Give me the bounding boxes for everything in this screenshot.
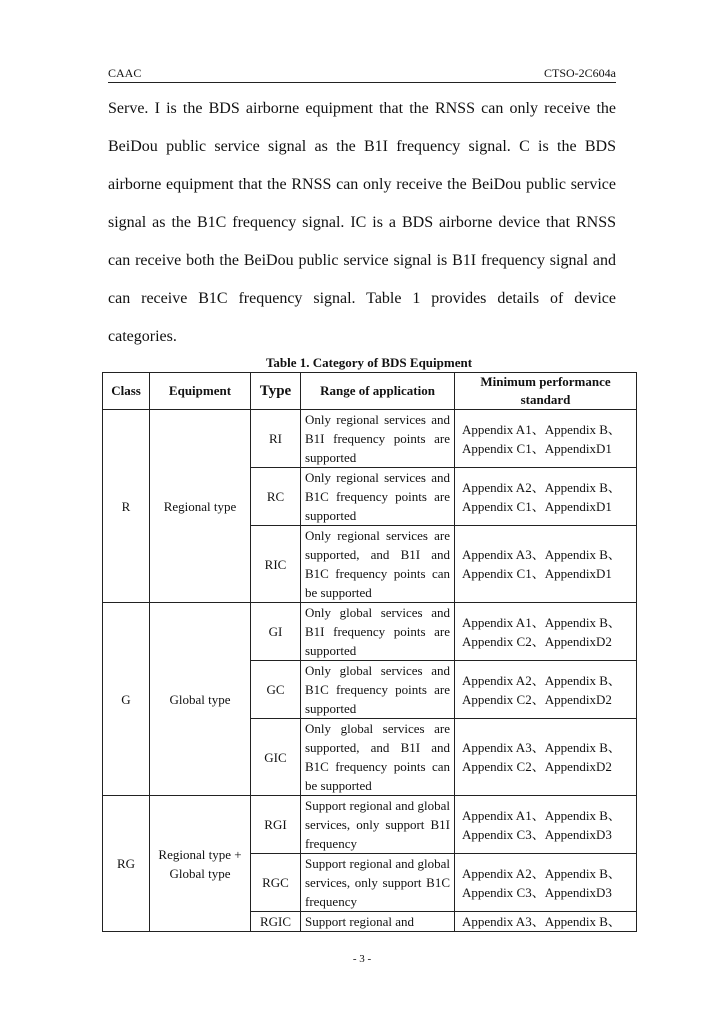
type-cell: GI (251, 603, 301, 661)
type-cell: RGI (251, 796, 301, 854)
standard-cell: Appendix A2、Appendix B、Appendix C2、AppendixD2 (455, 661, 637, 719)
range-cell: Only regional services are supported, and B1I and B1C frequency points can be supported (301, 526, 455, 603)
type-cell: RI (251, 410, 301, 468)
type-cell: GC (251, 661, 301, 719)
class-cell: R (103, 410, 150, 603)
equipment-cell: Global type (150, 603, 251, 796)
header-standard: Minimum performance standard (455, 373, 637, 410)
standard-cell: Appendix A1、Appendix B、Appendix C2、AppendixD2 (455, 603, 637, 661)
body-paragraph: Serve. I is the BDS airborne equipment that the RNSS can only receive the BeiDou public service signal as the B1I frequency signal. C is the BDS airborne equipment that the RNSS can only receive the BeiDou public service signal as the B1C frequency signal. IC is a BDS airborne device that RNSS can receive both the BeiDou public service signal is B1I frequency signal and can receive B1C frequency signal. Table 1 provides details of device categories. (108, 100, 616, 345)
range-cell: Support regional and (301, 912, 455, 932)
category-table (102, 372, 637, 932)
class-cell: RG (103, 796, 150, 932)
standard-cell: Appendix A1、Appendix B、Appendix C1、AppendixD1 (455, 410, 637, 468)
table-row (103, 410, 637, 468)
range-cell: Support regional and global services, only support B1C frequency (301, 854, 455, 912)
standard-cell: Appendix A1、Appendix B、Appendix C3、AppendixD3 (455, 796, 637, 854)
table-row (103, 603, 637, 661)
table-row (103, 796, 637, 854)
equipment-cell: Regional type (150, 410, 251, 603)
range-cell: Only global services and B1I frequency points are supported (301, 603, 455, 661)
header-org: CAAC (108, 66, 142, 80)
header-doc-id: CTSO-2C604a (544, 66, 616, 80)
standard-cell: Appendix A2、Appendix B、Appendix C1、AppendixD1 (455, 468, 637, 526)
range-cell: Only global services and B1C frequency points are supported (301, 661, 455, 719)
range-cell: Support regional and global services, only support B1I frequency (301, 796, 455, 854)
range-cell: Only regional services and B1C frequency points are supported (301, 468, 455, 526)
type-cell: RGIC (251, 912, 301, 932)
header-class: Class (103, 373, 150, 410)
header-equipment: Equipment (150, 373, 251, 410)
type-cell: RIC (251, 526, 301, 603)
table-header-row (103, 373, 637, 410)
range-cell: Only regional services and B1I frequency points are supported (301, 410, 455, 468)
standard-cell: Appendix A3、Appendix B、Appendix C2、AppendixD2 (455, 719, 637, 796)
page-number: - 3 - (352, 953, 372, 965)
standard-cell: Appendix A3、Appendix B、Appendix C1、AppendixD1 (455, 526, 637, 603)
type-cell: RC (251, 468, 301, 526)
type-cell: RGC (251, 854, 301, 912)
page-header (108, 66, 616, 83)
range-cell: Only global services are supported, and B1I and B1C frequency points can be supported (301, 719, 455, 796)
standard-cell: Appendix A3、Appendix B、 (455, 912, 637, 932)
equipment-cell: Regional type + Global type (150, 796, 251, 932)
header-range: Range of application (301, 373, 455, 410)
table-caption: Table 1. Category of BDS Equipment (265, 355, 473, 370)
standard-cell: Appendix A2、Appendix B、Appendix C3、AppendixD3 (455, 854, 637, 912)
type-cell: GIC (251, 719, 301, 796)
class-cell: G (103, 603, 150, 796)
header-type: Type (251, 373, 301, 410)
